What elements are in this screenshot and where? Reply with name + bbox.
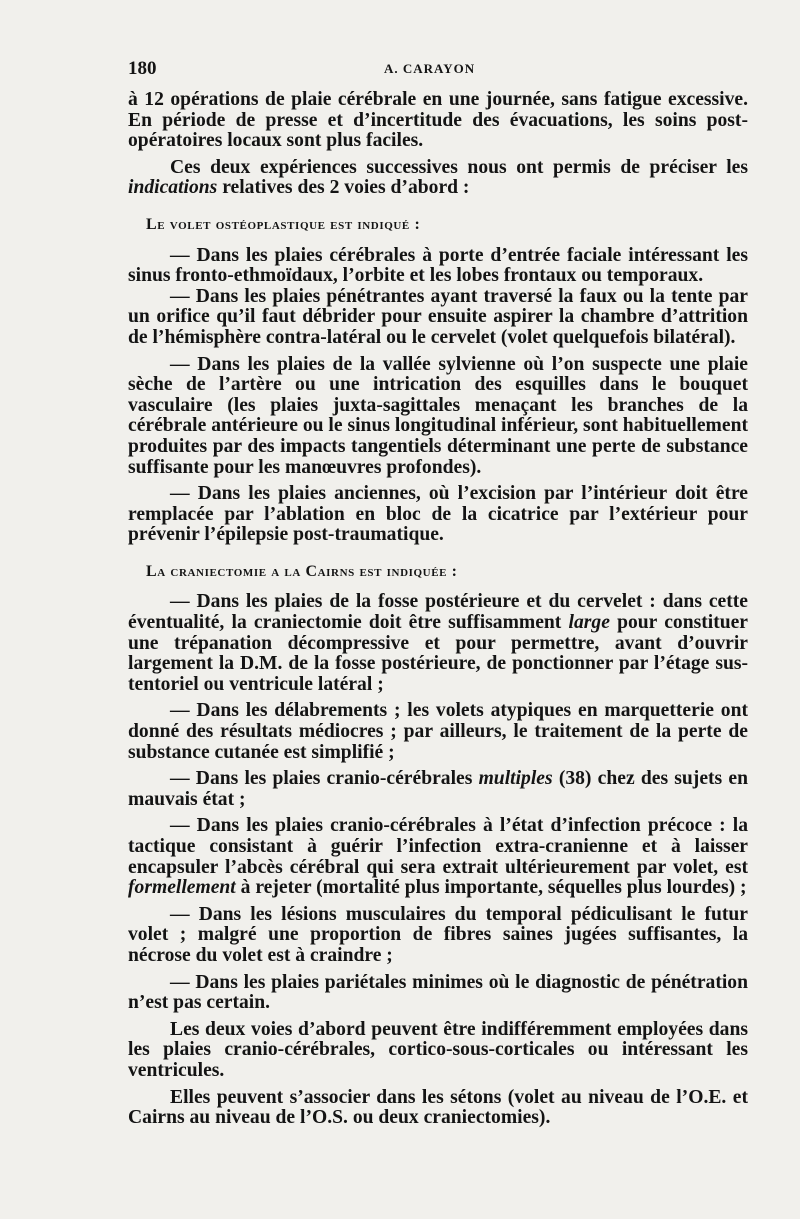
- paragraph: — Dans les plaies de la fosse postérieure et du cervelet : dans cette éventualité, la craniectomie doit être suffisamment large pour constituer une trépanation décompressive et pour permettre, avant d’ouvrir largement la D.M. de la fosse postérieure, de ponctionner par l’étage sus-tentoriel ou ventricule latéral ;: [128, 591, 749, 695]
- paragraph: — Dans les lésions musculaires du temporal pédiculisant le futur volet ; malgré une proportion de fibres saines jugées suffisantes, la nécrose du volet est à craindre ;: [128, 903, 748, 966]
- running-head: A. CARAYON: [384, 61, 476, 76]
- page-number: 180: [128, 58, 157, 79]
- paragraph: — Dans les plaies cérébrales à porte d’entrée faciale intéressant les sinus fronto-ethmoïdaux, l’orbite et les lobes frontaux ou temporaux.: [128, 244, 748, 287]
- paragraph: — Dans les plaies cranio-cérébrales à l’état d’infection précoce : la tactique consistant à guérir l’infection extra-cranienne et à laisser encapsuler l’abcès cérébral qui sera extrait ultérieurement par volet, est formellement à rejeter (mortalité plus importante, séquelles plus lourdes) ;: [128, 815, 748, 899]
- paragraph: — Dans les délabrements ; les volets atypiques en marquetterie ont donné des résultats médiocres ; par ailleurs, le traitement de la perte de substance cutanée est simplifié ;: [128, 700, 748, 763]
- page-header: [128, 58, 748, 82]
- paragraph: — Dans les plaies anciennes, où l’excision par l’intérieur doit être remplacée par l’ablation en bloc de la cicatrice par l’extérieur pour prévenir l’épilepsie post-traumatique.: [128, 483, 748, 546]
- paragraph: Les deux voies d’abord peuvent être indifféremment employées dans les plaies cranio-cérébrales, cortico-sous-corticales ou intéressant les ventricules.: [128, 1018, 748, 1081]
- paragraph: — Dans les plaies pariétales minimes où le diagnostic de pénétration n’est pas certain.: [128, 971, 748, 1014]
- section-heading: La craniectomie a la Cairns est indiquée :: [146, 562, 458, 580]
- section-heading: Le volet ostéoplastique est indiqué :: [146, 215, 421, 233]
- paragraph: — Dans les plaies pénétrantes ayant traversé la faux ou la tente par un orifice qu’il faut débrider pour ensuite aspirer la chambre d’attrition de l’hémisphère contra-latéral ou le cervelet (volet quelquefois bilatéral).: [128, 285, 748, 348]
- paragraph: — Dans les plaies de la vallée sylvienne où l’on suspecte une plaie sèche de l’artère ou une intrication des esquilles dans le bouquet vasculaire (les plaies juxta-sagittales menaçant les branches de la cérébrale antérieure ou le sinus longitudinal inférieur, sont habituellement produites par des impacts tangentiels déterminant une perte de substance suffisante pour les manœuvres profondes).: [128, 353, 748, 478]
- paragraph: — Dans les plaies cranio-cérébrales multiples (38) chez des sujets en mauvais état ;: [128, 768, 748, 810]
- paragraph: Ces deux expériences successives nous ont permis de préciser les indications relatives des 2 voies d’abord :: [128, 156, 748, 199]
- paragraph: à 12 opérations de plaie cérébrale en une journée, sans fatigue excessive. En période de presse et d’incertitude des évacuations, les soins post-opératoires locaux sont plus faciles.: [128, 89, 748, 152]
- body-text: [128, 90, 748, 1129]
- paragraph: Elles peuvent s’associer dans les sétons (volet au niveau de l’O.E. et Cairns au niveau de l’O.S. ou deux craniectomies).: [128, 1086, 748, 1129]
